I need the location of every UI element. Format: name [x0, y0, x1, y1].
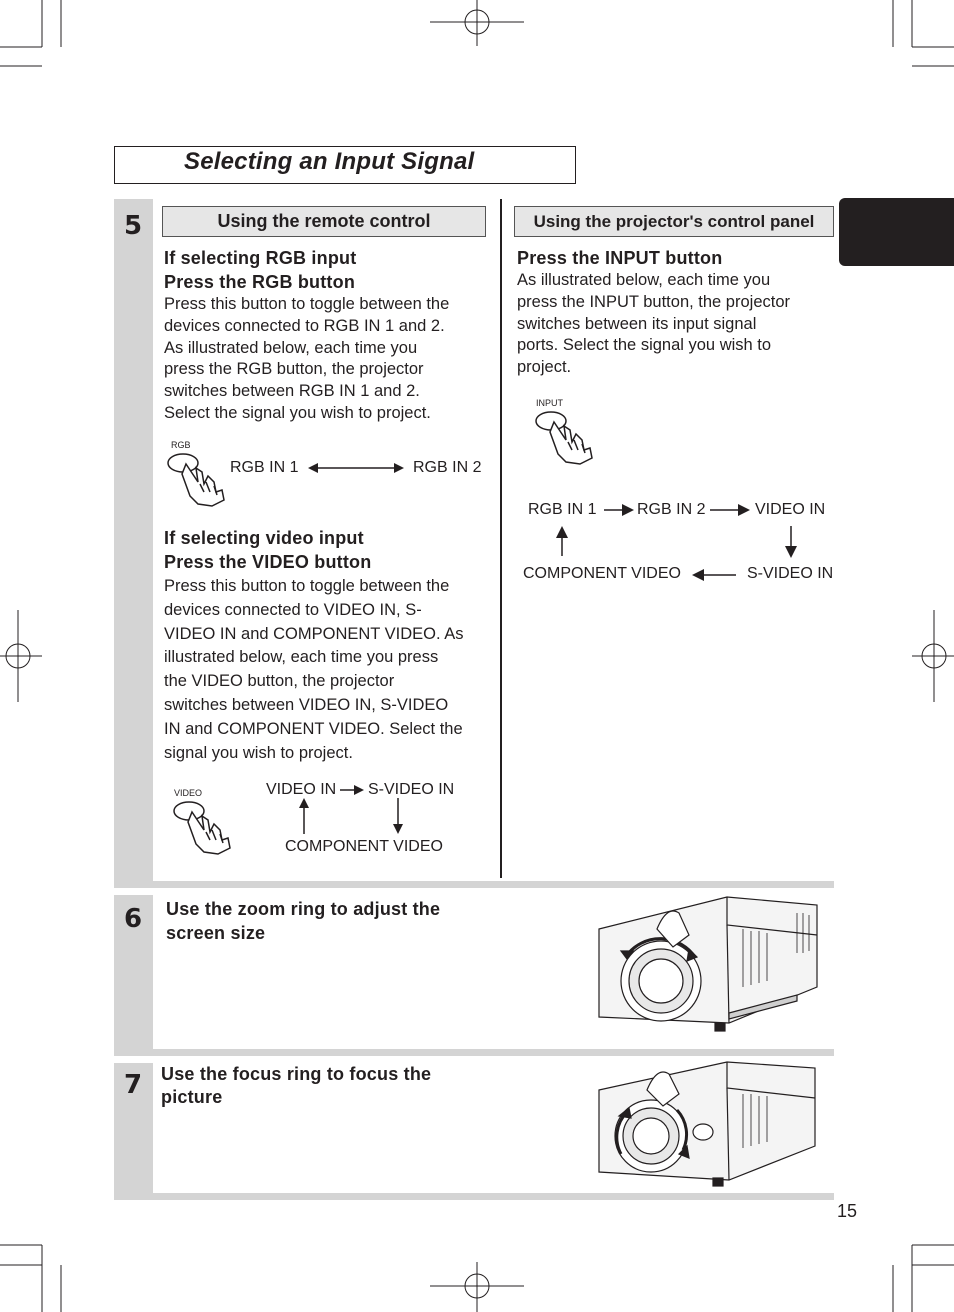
video-description-line: switches between VIDEO IN, S-VIDEO	[164, 695, 449, 714]
rgb-subheading-2: Press the RGB button	[164, 272, 356, 292]
step6-number: 6	[124, 904, 143, 934]
input-button-press-icon	[532, 408, 596, 464]
video-button-press-icon	[170, 798, 234, 854]
step7-bottom-bar	[114, 1193, 834, 1200]
step5-number: 5	[124, 211, 143, 241]
section-tab	[839, 198, 954, 266]
step5-bottom-bar	[114, 881, 834, 888]
rgb-in2-label: RGB IN 2	[413, 459, 482, 476]
panel-subheading: Press the INPUT button	[517, 248, 723, 268]
video-description-line: devices connected to VIDEO IN, S-	[164, 600, 422, 619]
panel-description-line: switches between its input signal	[517, 314, 757, 333]
page-number: 15	[837, 1201, 858, 1221]
projector-focus-ring-illustration	[597, 1060, 819, 1190]
rgb-description-line: Press this button to toggle between the	[164, 295, 450, 313]
remote-video-cycle-arrows	[290, 780, 410, 836]
panel-rgb-in2-label: RGB IN 2	[637, 501, 706, 518]
video-description-line: illustrated below, each time you press	[164, 648, 439, 667]
rgb-description-line: devices connected to RGB IN 1 and 2.	[164, 316, 445, 335]
video-description	[164, 575, 494, 765]
panel-description-line: As illustrated below, each time you	[517, 271, 771, 289]
step6-instruction-line1: Use the zoom ring to adjust the	[166, 899, 441, 919]
panel-input-cycle-arrows	[520, 500, 820, 590]
rgb-description	[164, 294, 494, 425]
rgb-description-line: press the RGB button, the projector	[164, 360, 424, 379]
video-description-line: Press this button to toggle between the	[164, 577, 450, 595]
page-title: Selecting an Input Signal	[184, 148, 475, 175]
step7-instruction-line2: picture	[161, 1087, 223, 1107]
rgb-description-line: As illustrated below, each time you	[164, 338, 418, 357]
video-description-line: signal you wish to project.	[164, 743, 353, 762]
rgb-description-line: switches between RGB IN 1 and 2.	[164, 382, 420, 401]
control-panel-heading	[514, 206, 834, 237]
step6-instruction-line2: screen size	[166, 923, 266, 943]
panel-rgb-in1-label: RGB IN 1	[528, 501, 597, 518]
remote-control-heading	[162, 206, 486, 237]
remote-svideo-in-label: S-VIDEO IN	[368, 781, 455, 798]
video-description-line: the VIDEO button, the projector	[164, 672, 395, 691]
panel-description-line: ports. Select the signal you wish to	[517, 336, 772, 355]
remote-control-heading-text: Using the remote control	[217, 211, 431, 231]
step5-sidebar	[114, 199, 153, 888]
panel-description-line: press the INPUT button, the projector	[517, 292, 790, 311]
projector-zoom-ring-illustration	[597, 895, 819, 1035]
rgb-button-press-icon	[164, 450, 228, 506]
control-panel-heading-text: Using the projector's control panel	[533, 212, 815, 231]
remote-video-in-label: VIDEO IN	[266, 781, 337, 798]
video-description-line: VIDEO IN and COMPONENT VIDEO. As	[164, 624, 464, 643]
video-subheading-1: If selecting video input	[164, 528, 364, 548]
column-divider	[500, 199, 502, 878]
panel-description-line: project.	[517, 358, 572, 377]
step6-bottom-bar	[114, 1049, 834, 1056]
rgb-toggle-arrow	[308, 462, 404, 474]
panel-svideo-in-label: S-VIDEO IN	[747, 565, 834, 582]
rgb-subheading-1: If selecting RGB input	[164, 248, 357, 268]
rgb-in1-label: RGB IN 1	[230, 459, 299, 476]
rgb-description-line: Select the signal you wish to project.	[164, 403, 431, 422]
panel-description	[517, 270, 827, 379]
video-subheading-2: Press the VIDEO button	[164, 552, 372, 572]
panel-video-in-label: VIDEO IN	[755, 501, 826, 518]
step7-number: 7	[124, 1070, 143, 1100]
panel-component-video-label: COMPONENT VIDEO	[523, 565, 681, 582]
rgb-button-label: RGB	[171, 440, 191, 450]
step7-instruction-line1: Use the focus ring to focus the	[161, 1064, 432, 1084]
video-description-line: IN and COMPONENT VIDEO. Select the	[164, 719, 463, 738]
input-button-label: INPUT	[536, 398, 563, 408]
video-button-label: VIDEO	[174, 788, 203, 798]
remote-component-video-label: COMPONENT VIDEO	[285, 838, 443, 855]
